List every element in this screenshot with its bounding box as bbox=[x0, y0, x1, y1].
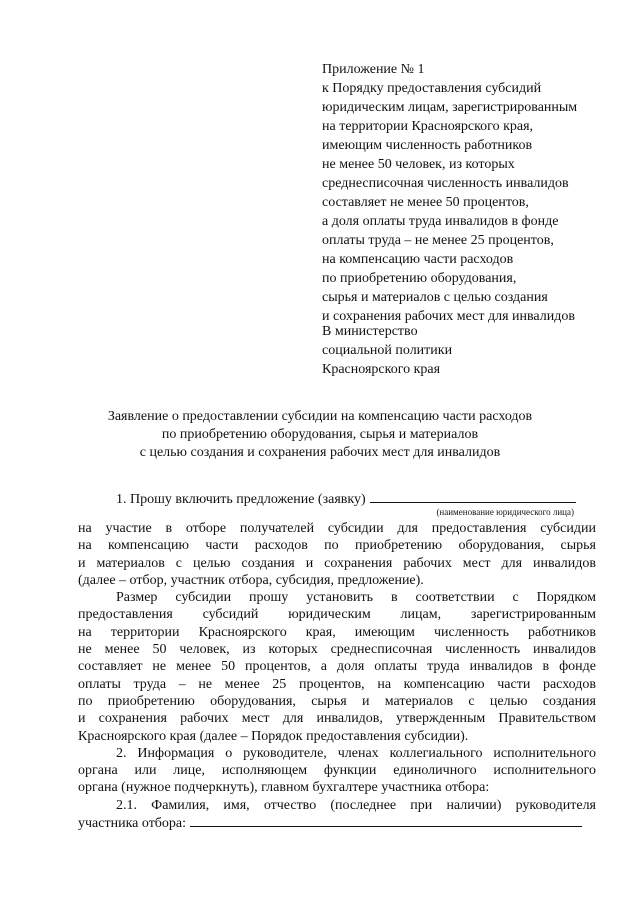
field-caption: (наименование юридического лица) bbox=[436, 507, 574, 517]
document-title bbox=[60, 408, 580, 462]
company-name-field[interactable] bbox=[370, 490, 576, 503]
appendix-line: и сохранения рабочих мест для инвалидов bbox=[322, 309, 575, 324]
appendix-line: среднесписочная численность инвалидов bbox=[322, 176, 569, 191]
appendix-line: Приложение № 1 bbox=[322, 62, 425, 77]
paragraph-1-start bbox=[78, 490, 596, 507]
paragraph-line: органа (нужное подчеркнуть), главном бухгалтере участника отбора: bbox=[78, 780, 490, 796]
appendix-line: не менее 50 человек, из которых bbox=[322, 157, 515, 172]
appendix-line: юридическим лицам, зарегистрированным bbox=[322, 100, 578, 115]
appendix-line: по приобретению оборудования, bbox=[322, 271, 517, 286]
appendix-line: на компенсацию части расходов bbox=[322, 252, 514, 267]
paragraph-line: предоставления субсидий юридическим лицам, зарегистрированным bbox=[78, 607, 596, 623]
paragraph-line: Красноярского края (далее – Порядок предоставления субсидии). bbox=[78, 728, 469, 744]
paragraph-line: оплаты труда – не менее 25 процентов, на компенсацию части расходов bbox=[78, 676, 596, 692]
paragraph-line: и сохранения рабочих мест для инвалидов, утвержденным Правительством bbox=[78, 711, 596, 727]
paragraph-line: 2. Информация о руководителе, членах коллегиального исполнительного bbox=[116, 745, 596, 761]
appendix-line: сырья и материалов с целью создания bbox=[322, 290, 548, 305]
paragraph-line: не менее 50 человек, из которых среднесписочная численность инвалидов bbox=[78, 642, 596, 658]
paragraph-text: участника отбора: bbox=[78, 816, 187, 832]
appendix-line: к Порядку предоставления субсидий bbox=[322, 81, 542, 96]
paragraph-text: 1. Прошу включить предложение (заявку) bbox=[116, 492, 366, 507]
appendix-line: составляет не менее 50 процентов, bbox=[322, 195, 529, 210]
appendix-line: а доля оплаты труда инвалидов в фонде bbox=[322, 214, 559, 229]
paragraph-line: органа или лице, исполняющем функции единоличного исполнительного bbox=[78, 763, 596, 779]
paragraph-line: Размер субсидии прошу установить в соответствии с Порядком bbox=[116, 590, 596, 606]
paragraph-line-last bbox=[78, 814, 596, 832]
paragraph-line: и материалов с целью создания и сохранения рабочих мест для инвалидов bbox=[78, 555, 596, 571]
paragraph-line: составляет не менее 50 процентов, а доля оплаты труда инвалидов в фонде bbox=[78, 659, 596, 675]
recipient-line: социальной политики bbox=[322, 343, 453, 358]
paragraph-line: по приобретению оборудования, сырья и материалов с целью создания bbox=[78, 693, 596, 709]
appendix-line: имеющим численность работников bbox=[322, 138, 533, 153]
recipient-block bbox=[322, 322, 602, 379]
title-line: по приобретению оборудования, сырья и материалов bbox=[161, 427, 479, 442]
director-name-field[interactable] bbox=[190, 814, 582, 827]
title-line: с целью создания и сохранения рабочих мест для инвалидов bbox=[139, 445, 501, 460]
paragraph-line: на компенсацию части расходов по приобретению оборудования, сырья bbox=[78, 538, 596, 554]
paragraph-line: 2.1. Фамилия, имя, отчество (последнее при наличии) руководителя bbox=[116, 797, 596, 813]
appendix-line: на территории Красноярского края, bbox=[322, 119, 534, 134]
paragraph-line: на территории Красноярского края, имеющим численность работников bbox=[78, 624, 596, 640]
title-line: Заявление о предоставлении субсидии на компенсацию части расходов bbox=[107, 409, 533, 424]
appendix-line: оплаты труда – не менее 25 процентов, bbox=[322, 233, 554, 248]
paragraph-line: на участие в отборе получателей субсидии для предоставления субсидии bbox=[78, 521, 596, 536]
recipient-line: Красноярского края bbox=[322, 362, 441, 377]
document-body bbox=[78, 490, 596, 832]
recipient-line: В министерство bbox=[322, 324, 418, 339]
appendix-header bbox=[322, 60, 622, 326]
paragraph-line: (далее – отбор, участник отбора, субсидия, предложение). bbox=[78, 572, 424, 588]
